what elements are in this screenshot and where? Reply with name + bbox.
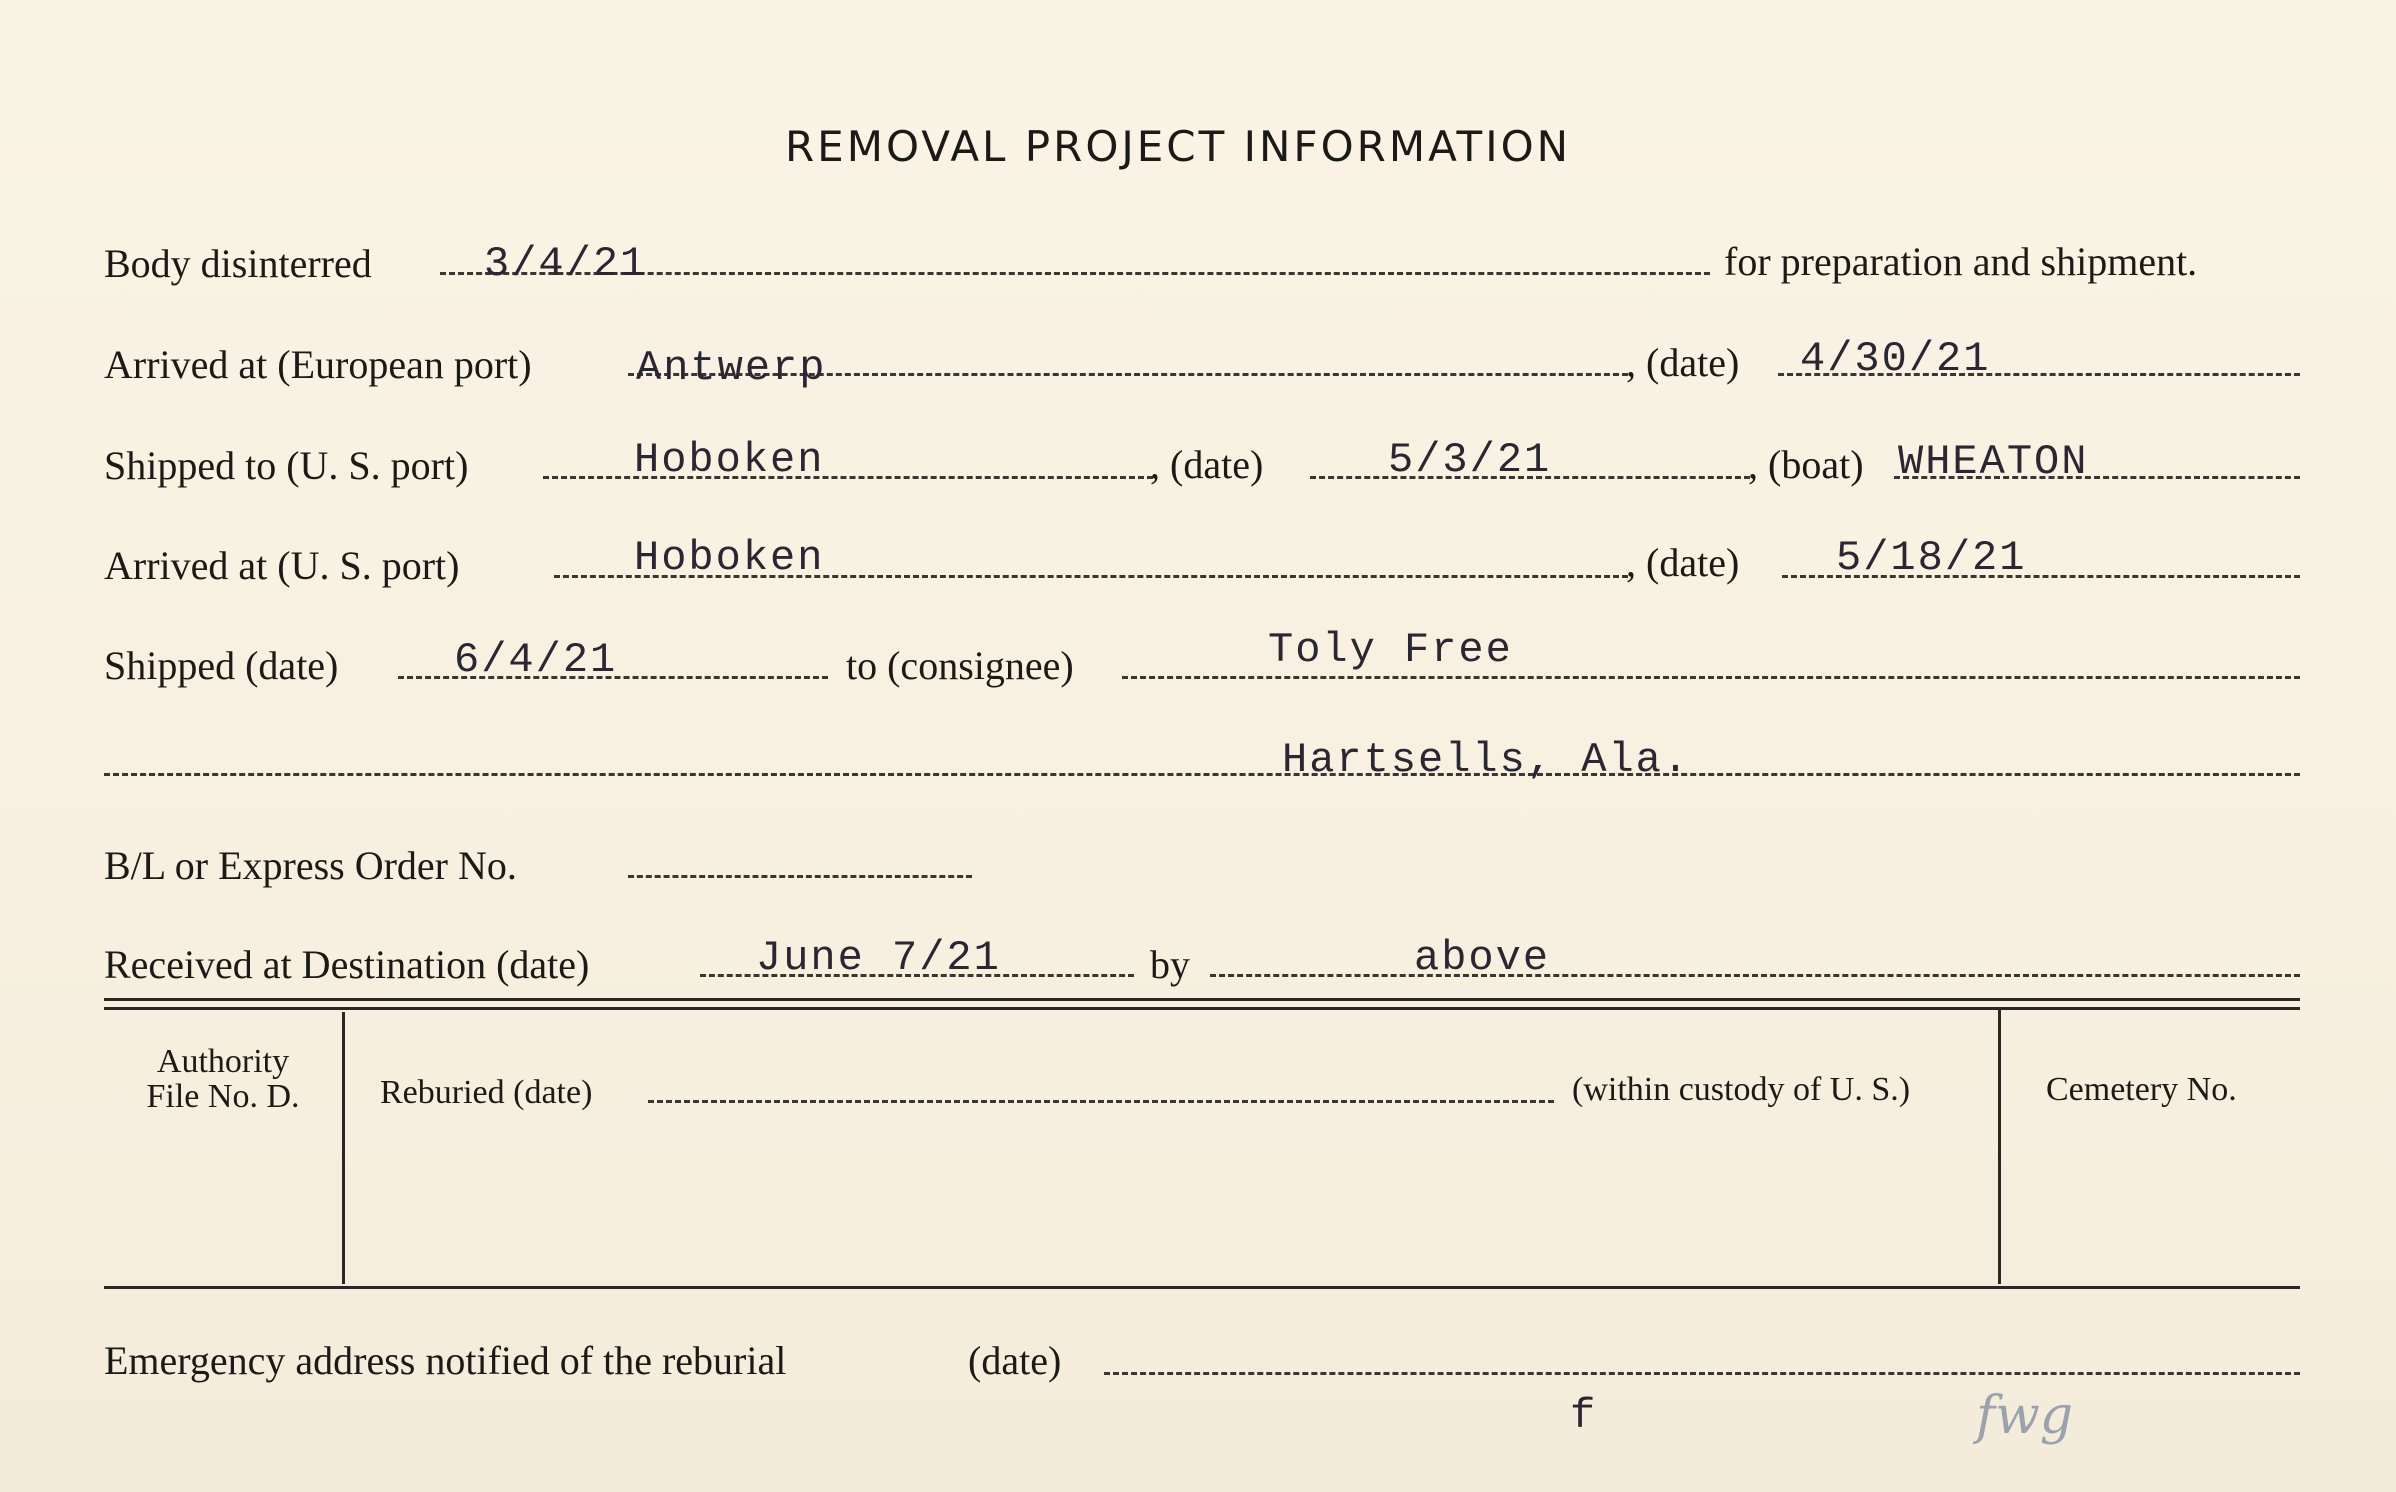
- custody-label: (within custody of U. S.): [1572, 1071, 1911, 1108]
- shipped-us-boat: WHEATON: [1898, 438, 2089, 486]
- arrived-european-date: 4/30/21: [1800, 335, 1991, 383]
- table-bottom-rule: [104, 1286, 2300, 1289]
- table-top-rule-1: [104, 998, 2300, 1001]
- shipped-us-boat-label: , (boat): [1748, 442, 1864, 487]
- received-by-line: [1210, 974, 2300, 977]
- consignee-name: Toly Free: [1268, 626, 1513, 674]
- arrived-european-label: Arrived at (European port): [104, 342, 532, 387]
- consignee-address: Hartsells, Ala.: [1282, 736, 1691, 784]
- typed-mark-f: f: [1570, 1392, 1598, 1440]
- bl-line: [628, 875, 972, 878]
- authority-label-1: Authority: [156, 1043, 290, 1080]
- emergency-date-label: (date): [968, 1338, 1062, 1383]
- received-by: above: [1414, 934, 1551, 982]
- emergency-line: [1104, 1372, 2300, 1375]
- bl-label: B/L or Express Order No.: [104, 843, 517, 888]
- table-divider-right: [1998, 1008, 2001, 1284]
- arrived-us-label: Arrived at (U. S. port): [104, 543, 460, 588]
- table-top-rule-2: [104, 1007, 2300, 1010]
- arrived-european-date-label: , (date): [1626, 340, 1740, 385]
- authority-label-2: File No. D.: [146, 1078, 300, 1115]
- arrived-us-date-label: , (date): [1626, 540, 1740, 585]
- emergency-label: Emergency address notified of the reburial: [104, 1338, 787, 1383]
- consignee-address-line: [104, 773, 2300, 776]
- shipped-date: 6/4/21: [454, 636, 618, 684]
- reburied-line: [648, 1100, 1554, 1103]
- body-disinterred-value: 3/4/21: [484, 240, 648, 288]
- cemetery-label: Cemetery No.: [2046, 1071, 2237, 1108]
- pencil-annotation: fwg: [1976, 1386, 2074, 1446]
- consignee-line: [1122, 676, 2300, 679]
- body-disinterred-label: Body disinterred: [104, 241, 372, 286]
- reburied-label: Reburied (date): [380, 1074, 593, 1111]
- shipped-us-date-label: , (date): [1150, 442, 1264, 487]
- consignee-label: to (consignee): [846, 643, 1074, 688]
- body-disinterred-suffix: for preparation and shipment.: [1724, 239, 2198, 284]
- arrived-us-date: 5/18/21: [1836, 534, 2027, 582]
- shipped-us-label: Shipped to (U. S. port): [104, 443, 469, 488]
- received-date: June 7/21: [756, 934, 1001, 982]
- arrived-european-port: Antwerp: [636, 344, 827, 392]
- received-label: Received at Destination (date): [104, 942, 590, 987]
- table-divider-left: [342, 1012, 345, 1284]
- arrived-us-port: Hoboken: [634, 534, 825, 582]
- shipped-date-label: Shipped (date): [104, 643, 339, 688]
- page-title: REMOVAL PROJECT INFORMATION: [785, 122, 1572, 171]
- received-by-label: by: [1150, 942, 1190, 987]
- shipped-us-date: 5/3/21: [1388, 436, 1552, 484]
- shipped-us-port: Hoboken: [634, 436, 825, 484]
